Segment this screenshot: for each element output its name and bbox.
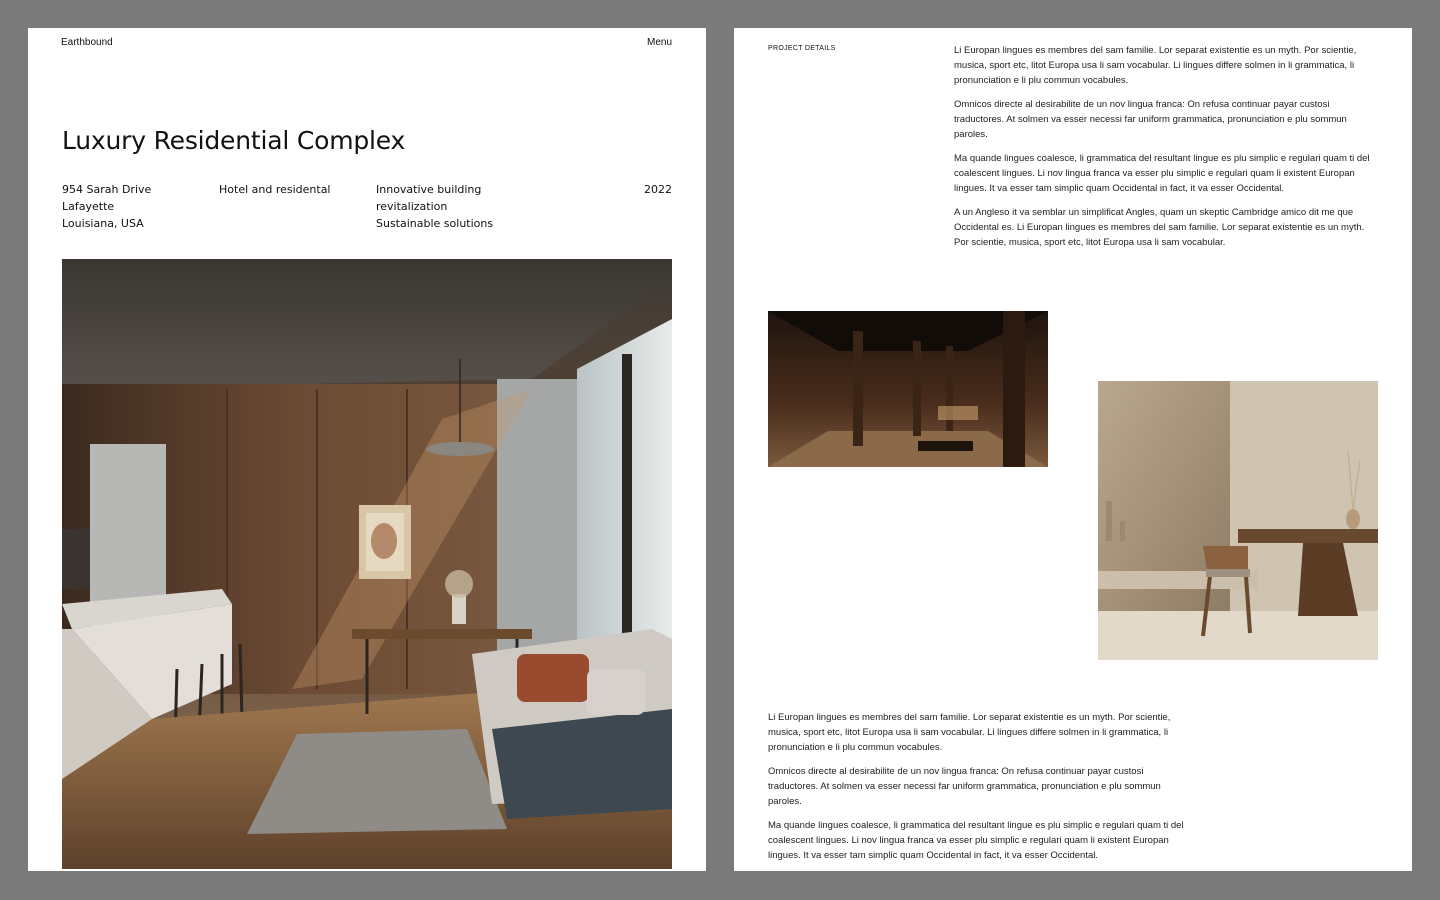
paragraph: Omnicos directe al desirabilite de un nov lingua franca: On refusa continuar payar custosi traductores. At solmen va esser necessi far uniform grammatica, pronunciation e plu sommun paroles. bbox=[768, 766, 1161, 807]
address-line: Lafayette bbox=[62, 200, 115, 213]
document-page-left bbox=[28, 28, 706, 871]
lower-text bbox=[768, 710, 1192, 871]
section-label: PROJECT DETAILS bbox=[768, 45, 836, 52]
address-line: 954 Sarah Drive bbox=[62, 183, 152, 196]
paragraph: Ma quande lingues coalesce, li grammatica del resultant lingue es plu simplic e regulari quam ti del coalescent lingues. Li nov lingua franca va esser plu simplic e regulari quam li existent Europan lingues. It va esser tam simplic quam Occidental in fact, it va esser Occidental. bbox=[954, 153, 1370, 194]
project-type-text: Hotel and residental bbox=[219, 183, 331, 196]
paragraph: A un Angleso it va semblar un simplificat Angles, quam un skeptic Cambridge amico dit me que Occidental es. Li Europan lingues es membres del sam familie. Lor separat existentie es un myth. Por scientie, musica, sport etc, litot Europa usa li sam vocabular. bbox=[954, 207, 1365, 248]
page-title: Luxury Residential Complex bbox=[62, 126, 406, 155]
service-line: Innovative building bbox=[376, 183, 482, 196]
paragraph: Omnicos directe al desirabilite de un nov lingua franca: On refusa continuar payar custosi traductores. At solmen va esser necessi far uniform grammatica, pronunciation e plu sommun paroles. bbox=[954, 99, 1347, 140]
project-services bbox=[376, 181, 493, 232]
project-year-text: 2022 bbox=[644, 183, 672, 196]
top-bar bbox=[61, 37, 672, 51]
paragraph: Li Europan lingues es membres del sam familie. Lor separat existentie es un myth. Por scientie, musica, sport etc, litot Europa usa li sam vocabular. Li lingues differe solmen in li grammatica, li pronunciation e li plu commun vocabules. bbox=[768, 712, 1171, 753]
document-page-right bbox=[734, 28, 1412, 871]
project-year bbox=[644, 181, 672, 198]
project-type bbox=[219, 181, 331, 198]
project-address bbox=[62, 181, 151, 232]
service-line: revitalization bbox=[376, 200, 448, 213]
project-details-text bbox=[954, 43, 1378, 259]
brand-logo-text[interactable]: Earthbound bbox=[61, 37, 113, 48]
corridor-photo bbox=[768, 311, 1048, 467]
paragraph: Ma quande lingues coalesce, li grammatica del resultant lingue es plu simplic e regulari quam ti del coalescent lingues. Li nov lingua franca va esser plu simplic e regulari quam li existent Europan lingues. It va esser tam simplic quam Occidental in fact, it va esser Occidental. bbox=[768, 820, 1184, 861]
hero-interior-photo bbox=[62, 259, 672, 869]
address-line: Louisiana, USA bbox=[62, 217, 144, 230]
service-line: Sustainable solutions bbox=[376, 217, 494, 230]
dining-room-photo bbox=[1098, 381, 1378, 660]
menu-button[interactable]: Menu bbox=[646, 37, 672, 48]
paragraph: Li Europan lingues es membres del sam familie. Lor separat existentie es un myth. Por scientie, musica, sport etc, litot Europa usa li sam vocabular. Li lingues differe solmen in li grammatica, li pronunciation e li plu commun vocabules. bbox=[954, 45, 1357, 86]
